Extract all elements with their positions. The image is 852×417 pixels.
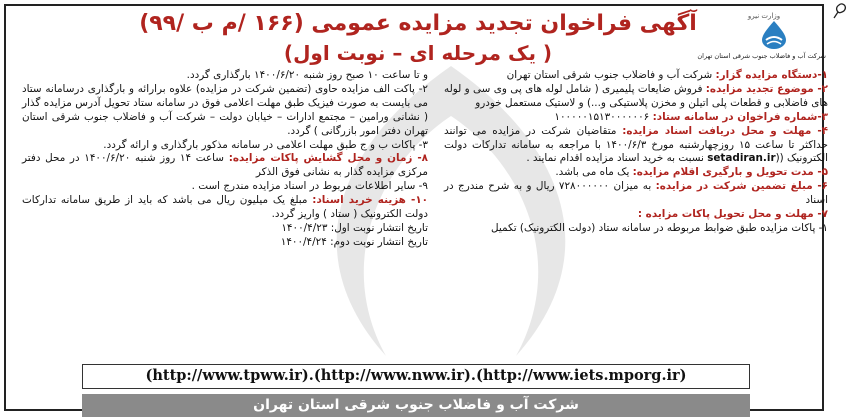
item-9: ۹- سایر اطلاعات مربوط در اسناد مزایده مندرج است .: [191, 180, 428, 193]
item-5: ۵- مدت تحویل و بارگیری اقلام مزایده: یک ماه می باشد.: [555, 166, 828, 179]
link-tpww[interactable]: (http://www.tpww.ir): [145, 367, 309, 384]
item-2: ۲- موضوع تجدید مزایده: فروش ضایعات پلیمیری ( شامل لوله های پی وی سی و لوله های فاضلابی و قطعات پلی اتیلن و مخزن پلاستیکی و...) و لاستیک مستعمل خودرو: [444, 82, 828, 109]
item-7: ۷- مهلت و محل تحویل پاکات مزایده :: [637, 208, 828, 221]
item-3: ۳-شماره فراخوان در سامانه ستاد: ۱۰۰۰۰۰۱۵۱۳۰۰۰۰۰۰۶: [554, 110, 828, 123]
item-7-2: ۲- پاکت الف مزایده حاوی (تضمین شرکت در مزایده) علاوه برارائه و بارگذاری درسامانه ستاد می بایست به صورت فیزیک طبق مهلت اعلامی فوق در سامانه ستاد تحویل آدرس مزایده گذار ( نشانی ورامین – مجتمع ادارات – خیابان دولت – شرکت آب و فاضلاب جنوب شرقی استان تهران دفتر امور بازرگانی ) گردد.: [22, 82, 428, 137]
notice-title: آگهی فراخوان تجدید مزایده عمومی (۱۶۶ /م ب /۹۹): [139, 11, 697, 36]
publish-date-first: تاریخ انتشار نوبت اول: ۱۴۰۰/۴/۲۳: [281, 221, 428, 234]
company-logo: [697, 12, 826, 62]
link-iets[interactable]: (http://www.iets.mporg.ir): [475, 367, 687, 384]
item-10: ۱۰- هزینه خرید اسناد: مبلغ یک میلیون ریال می باشد که باید از طریق سامانه تدارکات دولت الکترونیک ( ستاد ) واریز گردد.: [22, 194, 428, 221]
setadiran-link[interactable]: setadiran.ir: [707, 152, 776, 165]
item-7-3: ۳- پاکات ب و ج طبق مهلت اعلامی در سامانه مذکور بارگذاری و ارائه گردد.: [103, 138, 428, 151]
website-links: (http://www.tpww.ir).(http://www.nww.ir).(http://www.iets.mporg.ir): [82, 364, 750, 389]
item-1: ۱-دستگاه مزایده گزار: شرکت آب و فاضلاب جنوب شرقی استان تهران: [506, 69, 828, 81]
right-column: [444, 69, 828, 236]
notice-frame: [4, 4, 828, 413]
call-number: ۱۰۰۰۰۰۱۵۱۳۰۰۰۰۰۰۶: [554, 110, 650, 123]
item-7-1-continued: و تا ساعت ۱۰ صبح روز شنبه ۱۴۰۰/۶/۲۰ بارگذاری گردد.: [186, 69, 428, 81]
item-8: ۸- زمان و محل گشایش پاکات مزایده: ساعت ۱۴ روز شنبه ۱۴۰۰/۶/۲۰ در محل دفتر مرکزی مزایده گذار به نشانی فوق الذکر: [22, 152, 428, 179]
water-drop-icon: [760, 20, 788, 50]
footer-org-name: شرکت آب و فاضلاب جنوب شرقی استان تهران: [82, 394, 750, 417]
item-7-1: ۱- پاکات مزایده طبق ضوابط مربوطه در سامانه ستاد (دولت الکترونیک) تکمیل: [490, 221, 828, 234]
logo-org-name: شرکت آب و فاضلاب جنوب شرقی استان تهران: [697, 52, 826, 60]
publish-date-second: تاریخ انتشار نوبت دوم: ۱۴۰۰/۴/۲۴: [280, 235, 428, 248]
pushpin-icon: [830, 2, 848, 20]
left-column: [22, 69, 428, 250]
link-nww[interactable]: (http://www.nww.ir): [313, 367, 471, 384]
item-4: ۴- مهلت و محل دریافت اسناد مزایده: متقاضیان شرکت در مزایده می توانند حداکثر تا ساعت ۱۵ روزچهارشنبه مورخ ۱۴۰۰/۶/۳ با مراجعه به سامانه تدارکات دولت الکترونیک ((setadiran.ir نسبت به خرید اسناد مزایده اقدام نمایند .: [444, 124, 828, 165]
ministry-label: وزارت نیرو: [747, 12, 781, 20]
notice-subtitle: ( یک مرحله ای – نوبت اول): [283, 41, 553, 65]
item-6: ۶- مبلغ تضمین شرکت در مزایده: به میزان ۷۲۸۰۰۰۰۰۰ ریال و به شرح مندرج در اسناد: [444, 180, 828, 207]
